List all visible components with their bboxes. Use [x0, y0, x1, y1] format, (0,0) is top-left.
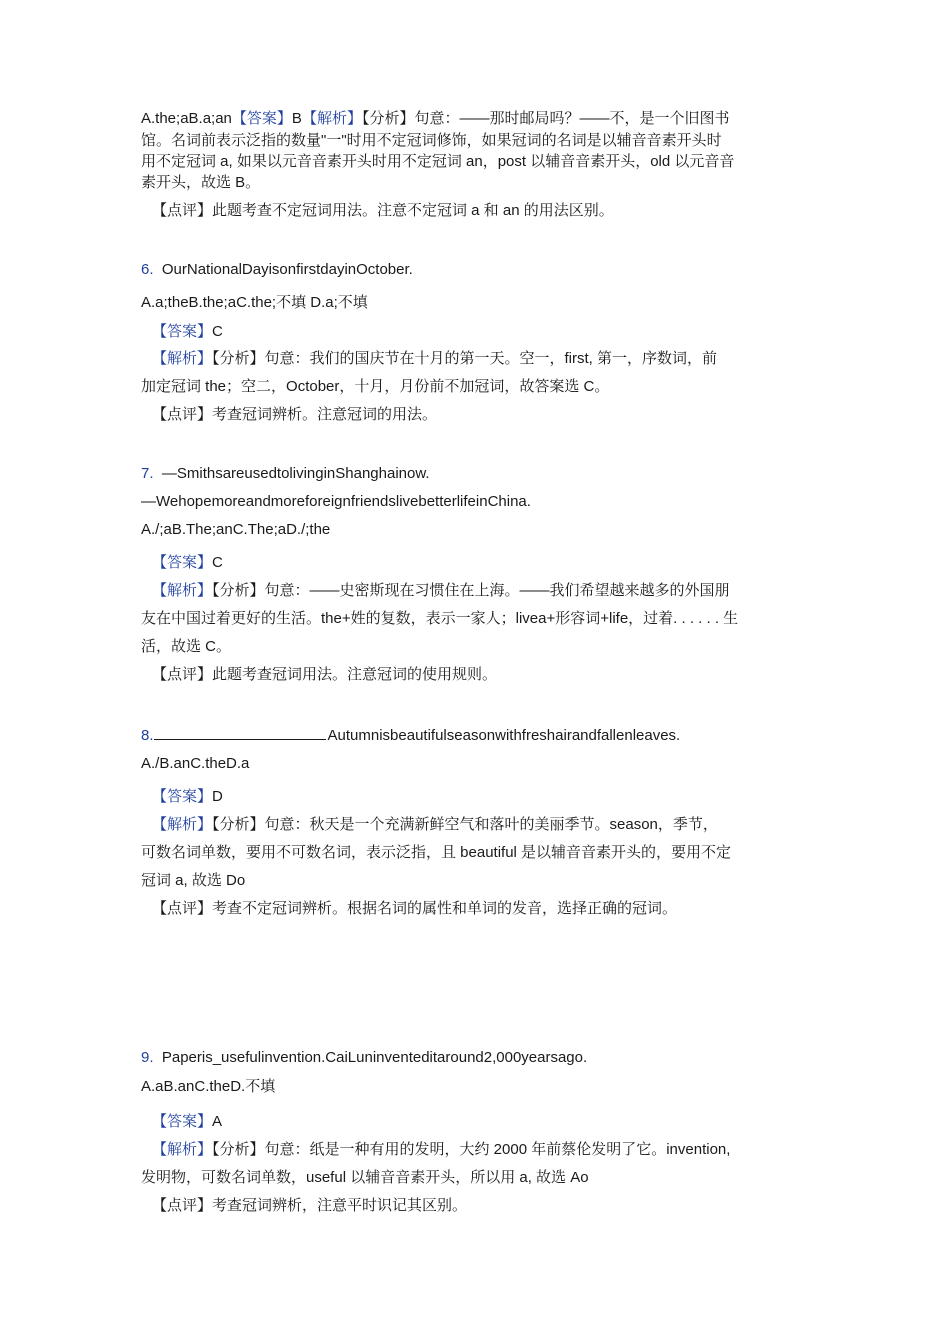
item8-comment: 【点评】考查不定冠词辨析。根据名词的属性和单词的发音，选择正确的冠词。 [152, 900, 678, 917]
item6-answer-tag: 【答案】 [152, 323, 213, 340]
item6-number: 6. [141, 261, 154, 278]
item6-options: A.a;theB.the;aC.the;不填 D.a;不填 [141, 294, 368, 311]
item6-analysis-line1 [152, 349, 822, 369]
item6-answer-line [152, 322, 822, 342]
item7-comment: 【点评】此题考查冠词用法。注意冠词的使用规则。 [152, 666, 498, 683]
item9-comment: 【点评】考查冠词辨析，注意平时识记其区别。 [152, 1197, 468, 1214]
item6-comment: 【点评】考查冠词辨析。注意冠词的用法。 [152, 406, 438, 423]
item9-analysis-tag: 【解析】 [152, 1141, 213, 1158]
item5-analysis-tag: 【解析】 [301, 110, 362, 127]
item9-analysis-line2: 发明物，可数名词单数，useful 以辅音音素开头，所以用 a, 故选 Ao [141, 1169, 589, 1186]
item8-analysis1: 【分析】句意：秋天是一个充满新鲜空气和落叶的美丽季节。season，季节， [212, 816, 718, 833]
item7-question-line2: —WehopemoreandmoreforeignfriendslivebetterlifeinChina. [141, 493, 531, 510]
item5-comment: 【点评】此题考查不定冠词用法。注意不定冠词 a 和 an 的用法区别。 [152, 202, 614, 219]
item6-analysis-tag: 【解析】 [152, 350, 213, 367]
item6-question: OurNationalDayisonfirstdayinOctober. [161, 261, 413, 278]
item5-line1 [141, 109, 811, 129]
item9-analysis1: 【分析】句意：纸是一种有用的发明，大约 2000 年前蔡伦发明了它。invention, [212, 1141, 731, 1158]
item5-analysis-start: 【分析】句意：——那时邮局吗？——不，是一个旧图书 [361, 110, 730, 127]
item8-analysis-line1 [152, 815, 822, 835]
item9-options: A.aB.anC.theD.不填 [141, 1078, 276, 1095]
item8-analysis-line2: 可数名词单数，要用不可数名词，表示泛指，且 beautiful 是以辅音音素开头的，要用不定 [141, 844, 732, 861]
item6-question-line [141, 260, 811, 280]
item8-answer-line [152, 787, 822, 807]
item6-analysis-line2: 加定冠词 the；空二，October，十月，月份前不加冠词，故答案选 C。 [141, 378, 610, 395]
item7-question1: —SmithsareusedtolivinginShanghainow. [161, 465, 430, 482]
item9-answer: A [212, 1113, 223, 1130]
item7-analysis-line3: 活，故选 C。 [141, 638, 232, 655]
item8-answer-tag: 【答案】 [152, 788, 213, 805]
item7-analysis1: 【分析】句意：——史密斯现在习惯住在上海。——我们希望越来越多的外国朋 [212, 582, 730, 599]
item7-answer-line [152, 553, 822, 573]
item5-answer: B [291, 110, 302, 127]
item8-analysis-tag: 【解析】 [152, 816, 213, 833]
item5-options: A.the;aB.a;an [141, 110, 232, 127]
item7-options: A./;aB.The;anC.The;aD./;the [141, 521, 331, 538]
item9-answer-tag: 【答案】 [152, 1113, 213, 1130]
item8-question-line [141, 725, 811, 746]
item8-analysis-line3: 冠词 a, 故选 Do [141, 872, 246, 889]
item5-line2: 馆。名词前表示泛指的数量"一"时用不定冠词修饰，如果冠词的名词是以辅音音素开头时 [141, 132, 722, 149]
item9-answer-line [152, 1112, 822, 1132]
item8-options: A./B.anC.theD.a [141, 755, 250, 772]
item9-question-line [141, 1048, 811, 1068]
item6-analysis1: 【分析】句意：我们的国庆节在十月的第一天。空一，first, 第一，序数词，前 [212, 350, 718, 367]
item9-analysis-line1 [152, 1140, 822, 1160]
item7-answer: C [212, 554, 223, 571]
item5-line3: 用不定冠词 a, 如果以元音音素开头时用不定冠词 an，post 以辅音音素开头，old 以元音音 [141, 153, 735, 170]
item7-answer-tag: 【答案】 [152, 554, 213, 571]
item8-blank [154, 725, 326, 740]
item7-number: 7. [141, 465, 154, 482]
item7-question-line1 [141, 464, 811, 484]
item6-answer: C [212, 323, 223, 340]
item9-number: 9. [141, 1049, 154, 1066]
item8-answer: D [212, 788, 223, 805]
item9-question: Paperis_usefulinvention.CaiLuninventeditaround2,000yearsago. [161, 1049, 588, 1066]
item5-line4: 素开头，故选 B。 [141, 174, 261, 191]
item7-analysis-line1 [152, 581, 822, 601]
item8-number: 8. [141, 727, 154, 744]
item7-analysis-line2: 友在中国过着更好的生活。the+姓的复数，表示一家人；livea+形容词+life，过着. . . . . . 生 [141, 610, 739, 627]
item7-analysis-tag: 【解析】 [152, 582, 213, 599]
item5-answer-tag: 【答案】 [231, 110, 292, 127]
item8-question: Autumnisbeautifulseasonwithfreshairandfallenleaves. [327, 727, 681, 744]
